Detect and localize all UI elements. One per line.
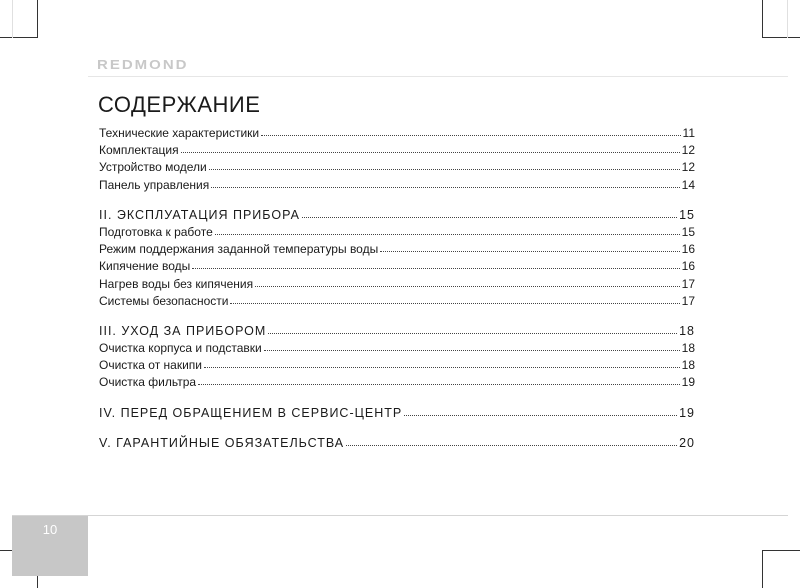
toc-leader <box>261 134 680 136</box>
toc-leader <box>380 250 679 252</box>
toc-label: III. УХОД ЗА ПРИБОРОМ <box>99 323 267 338</box>
toc-leader <box>230 302 679 304</box>
toc-label: Технические характеристики <box>99 126 260 140</box>
toc-entry[interactable] <box>99 159 695 176</box>
toc-label: Системы безопасности <box>99 293 229 308</box>
toc-page: 12 <box>681 143 695 158</box>
toc-section-entry[interactable] <box>99 207 695 224</box>
toc-entry[interactable] <box>99 177 695 194</box>
toc-page: 19 <box>679 405 695 420</box>
toc-label: Очистка от накипи <box>99 358 203 373</box>
toc-label: Очистка корпуса и подставки <box>99 341 262 356</box>
toc-page: 15 <box>681 224 695 239</box>
toc-section-entry[interactable] <box>99 405 695 422</box>
toc-page: 18 <box>681 358 695 373</box>
toc-leader <box>181 151 680 153</box>
toc-page: 16 <box>681 259 695 274</box>
toc-label: Подготовка к работе <box>99 224 213 239</box>
toc-leader <box>302 216 677 218</box>
toc-leader <box>404 414 677 416</box>
toc-label: Очистка фильтра <box>99 375 197 390</box>
page-number: 10 <box>42 522 58 537</box>
toc-leader <box>211 186 679 188</box>
toc-label: II. ЭКСПЛУАТАЦИЯ ПРИБОРА <box>99 207 300 222</box>
toc-leader <box>204 366 680 368</box>
crop-mark <box>762 550 800 551</box>
toc-page: 15 <box>679 207 695 222</box>
toc-entry[interactable] <box>99 357 695 374</box>
toc-page: 18 <box>679 323 695 338</box>
toc-label: Режим поддержания заданной температуры воды <box>99 242 379 257</box>
crop-mark <box>762 550 763 588</box>
toc-entry[interactable] <box>99 142 695 159</box>
toc-leader <box>209 168 680 170</box>
toc-label: Кипячение воды <box>99 259 191 274</box>
toc-entry[interactable] <box>99 340 695 357</box>
toc-entry[interactable] <box>99 258 695 275</box>
toc-page: 18 <box>681 341 695 356</box>
toc-entry[interactable] <box>99 125 695 142</box>
toc-page: 11 <box>682 126 695 140</box>
toc-page: 12 <box>681 160 695 175</box>
toc-entry[interactable] <box>99 276 695 293</box>
toc-label: IV. ПЕРЕД ОБРАЩЕНИЕМ В СЕРВИС-ЦЕНТР <box>99 405 403 420</box>
toc-label: Комплектация <box>99 143 179 158</box>
toc-page: 17 <box>681 276 695 291</box>
brand-logo: REDMOND <box>97 58 189 73</box>
crop-mark <box>762 37 800 38</box>
toc-entry[interactable] <box>99 293 695 310</box>
toc-label: Панель управления <box>99 177 210 192</box>
toc-section-entry[interactable] <box>99 323 695 340</box>
frame-line <box>12 0 13 38</box>
toc-label: Устройство модели <box>99 160 207 175</box>
toc-page: 16 <box>681 242 695 257</box>
toc-entry[interactable] <box>99 241 695 258</box>
frame-line <box>787 0 788 38</box>
toc-section-entry[interactable] <box>99 435 695 452</box>
toc-label: V. ГАРАНТИЙНЫЕ ОБЯЗАТЕЛЬСТВА <box>99 435 345 450</box>
toc-page: 19 <box>681 375 695 390</box>
toc-page: 14 <box>681 177 695 192</box>
toc-entry[interactable] <box>99 374 695 391</box>
crop-mark <box>0 37 38 38</box>
toc-leader <box>192 267 679 269</box>
footer-rule <box>12 515 788 516</box>
table-of-contents <box>99 125 695 452</box>
crop-mark <box>37 0 38 38</box>
toc-leader <box>255 285 680 287</box>
toc-leader <box>268 332 677 334</box>
toc-label: Нагрев воды без кипячения <box>99 276 254 291</box>
toc-leader <box>264 349 680 351</box>
toc-leader <box>346 444 677 446</box>
crop-mark <box>762 0 763 38</box>
page-title: СОДЕРЖАНИЕ <box>98 92 261 117</box>
toc-leader <box>215 233 680 235</box>
toc-leader <box>198 383 680 385</box>
toc-page: 20 <box>679 435 695 450</box>
toc-entry[interactable] <box>99 224 695 241</box>
header-rule <box>88 76 788 77</box>
toc-page: 17 <box>681 293 695 308</box>
